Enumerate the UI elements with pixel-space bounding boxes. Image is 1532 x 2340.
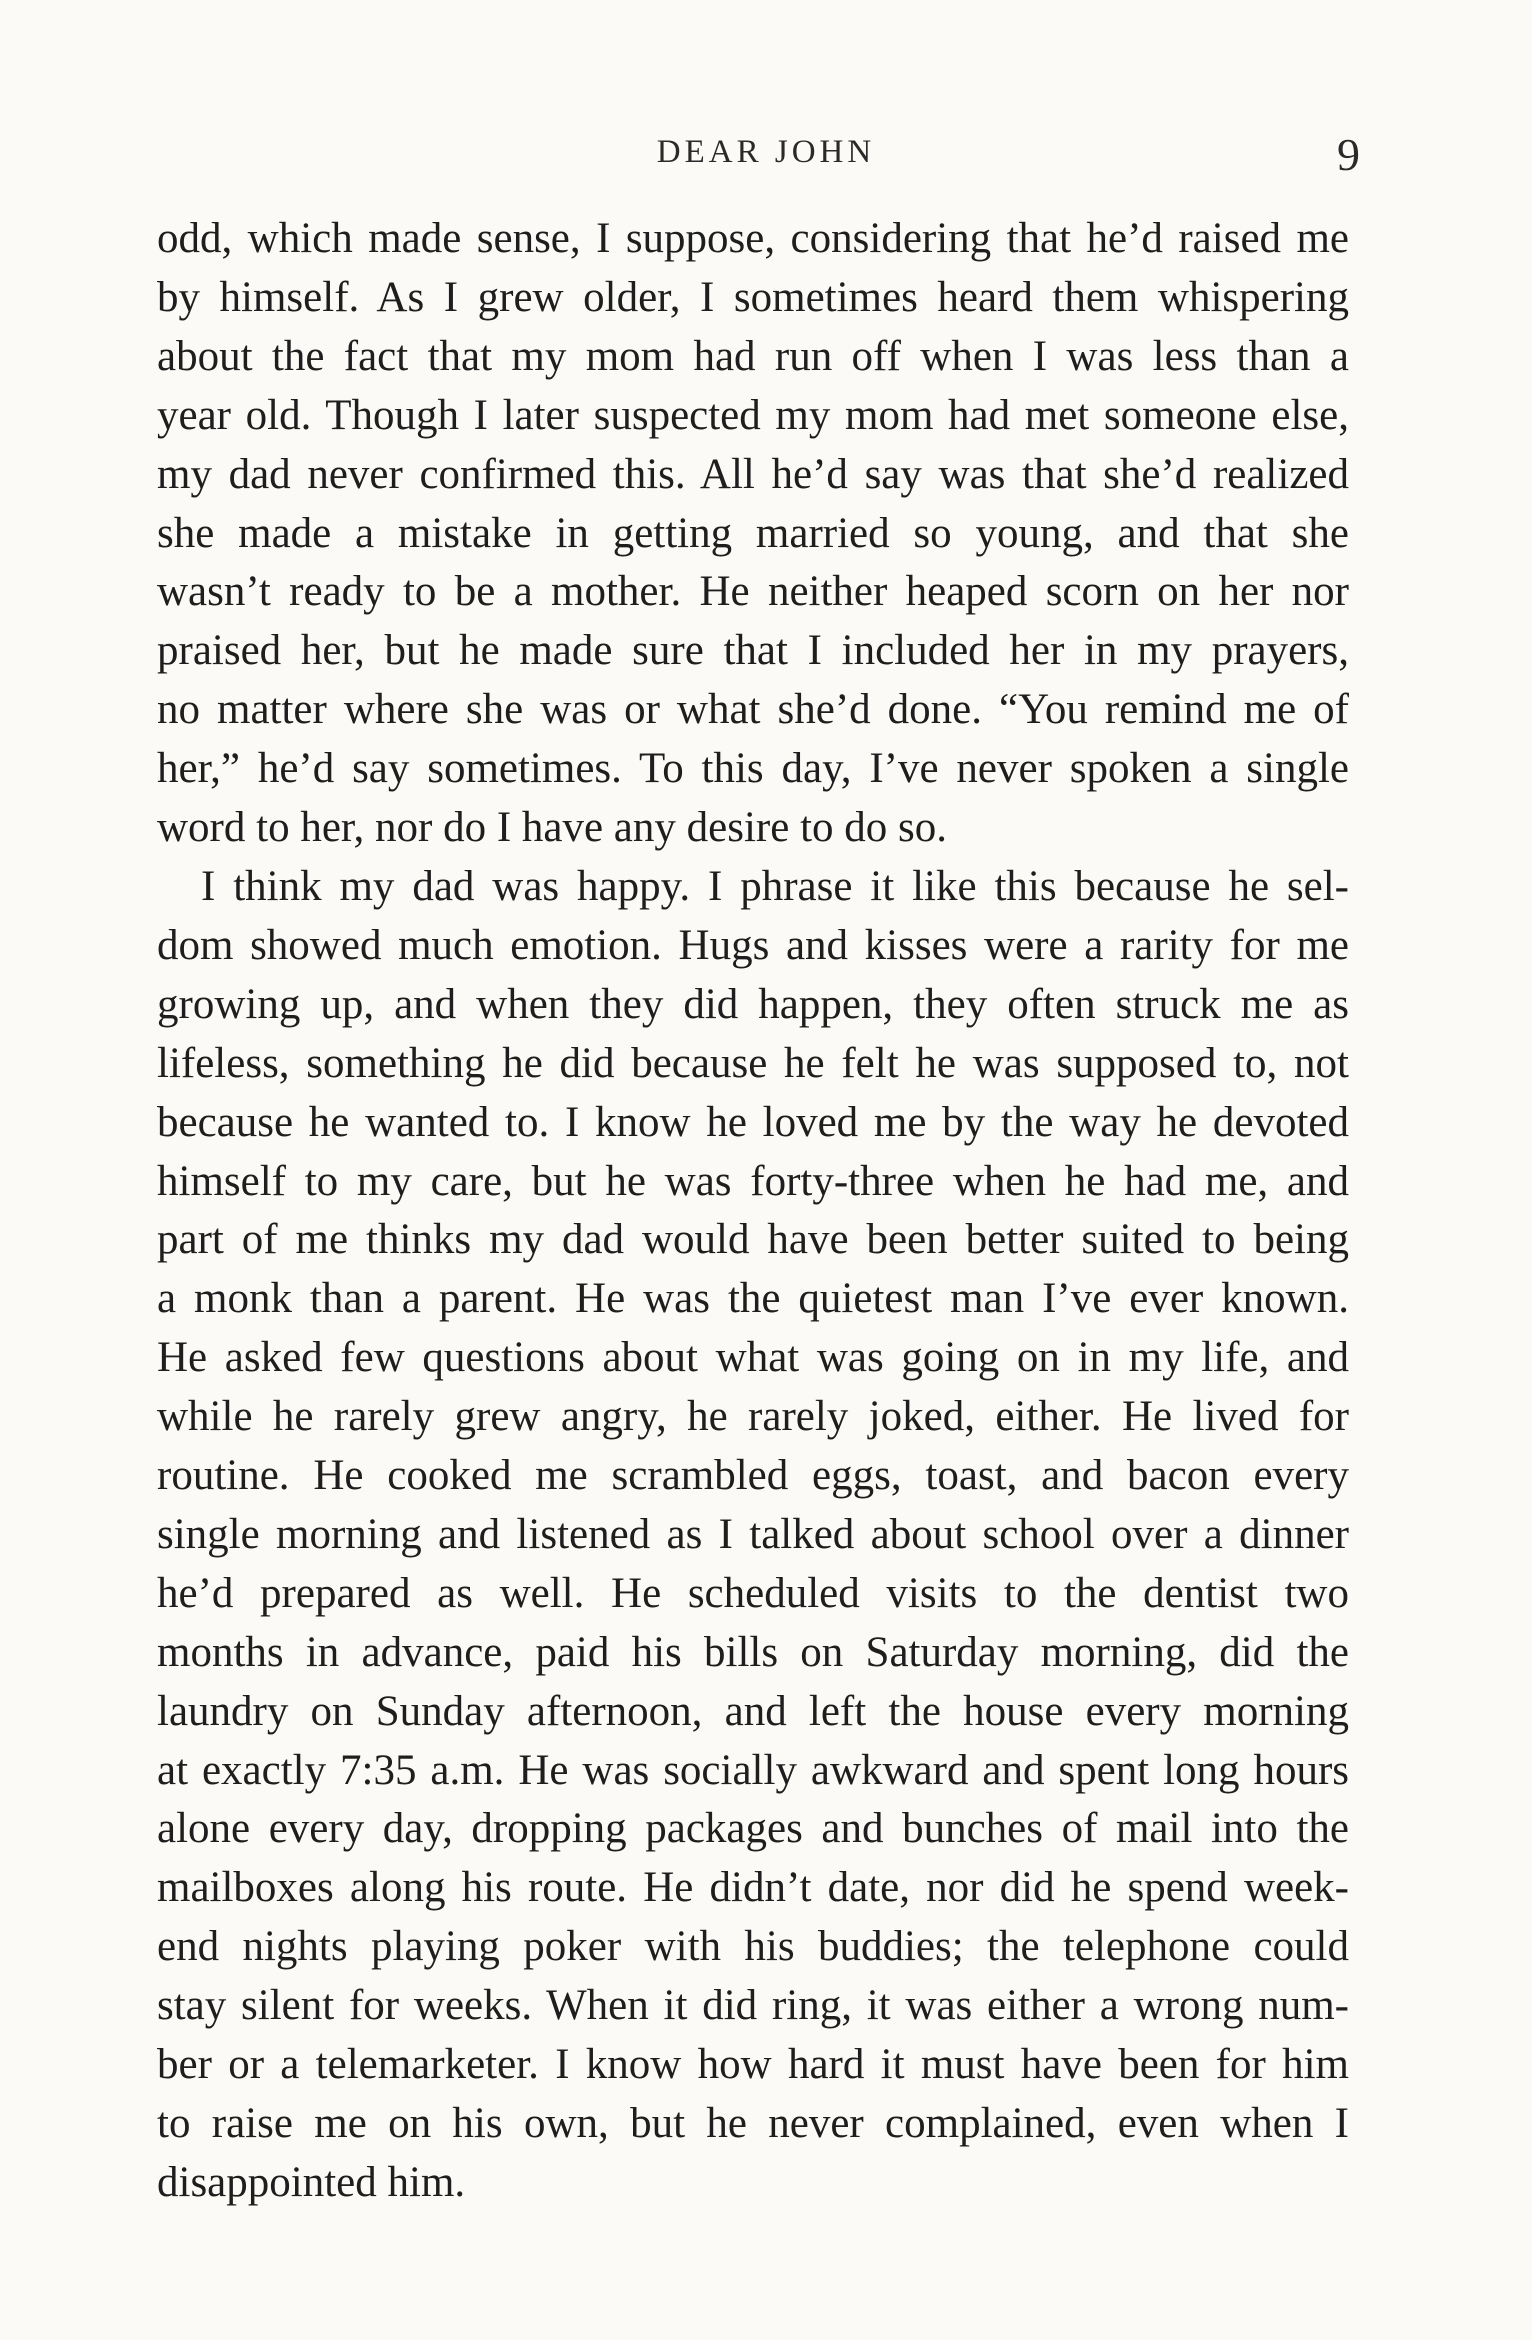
text-line: routine. He cooked me scrambled eggs, toast, and bacon every xyxy=(157,1452,1349,1500)
text-line: himself to my care, but he was forty-three when he had me, and xyxy=(157,1157,1349,1205)
text-line: dom showed much emotion. Hugs and kisses were a rarity for me xyxy=(157,921,1349,969)
text-line: odd, which made sense, I suppose, considering that he’d raised me xyxy=(157,215,1349,262)
text-line: praised her, but he made sure that I included her in my prayers, xyxy=(157,627,1349,675)
text-line: word to her, nor do I have any desire to do so. xyxy=(157,804,947,852)
text-line: laundry on Sunday afternoon, and left the house every morning xyxy=(157,1687,1349,1735)
text-line: about the fact that my mom had run off when I was less than a xyxy=(157,332,1349,380)
text-line: single morning and listened as I talked about school over a dinner xyxy=(157,1510,1349,1558)
book-title: DEAR JOHN xyxy=(656,134,876,170)
text-line: no matter where she was or what she’d done. “You remind me of xyxy=(157,686,1349,734)
running-head xyxy=(0,128,1532,188)
text-line: at exactly 7:35 a.m. He was socially awkward and spent long hours xyxy=(157,1746,1349,1794)
text-line: she made a mistake in getting married so young, and that she xyxy=(157,509,1349,557)
text-line: I think my dad was happy. I phrase it like this because he sel- xyxy=(201,862,1349,910)
text-line: stay silent for weeks. When it did ring, it was either a wrong num- xyxy=(157,1982,1349,2030)
text-line: year old. Though I later suspected my mom had met someone else, xyxy=(157,391,1349,439)
text-line: because he wanted to. I know he loved me by the way he devoted xyxy=(157,1098,1349,1146)
text-line: end nights playing poker with his buddies; the telephone could xyxy=(157,1923,1349,1971)
paragraph-1 xyxy=(157,210,1349,858)
text-line: by himself. As I grew older, I sometimes heard them whispering xyxy=(157,273,1349,321)
text-line: while he rarely grew angry, he rarely joked, either. He lived for xyxy=(157,1393,1349,1441)
text-line: he’d prepared as well. He scheduled visits to the dentist two xyxy=(157,1569,1349,1617)
text-line: part of me thinks my dad would have been better suited to being xyxy=(157,1216,1349,1264)
text-line: months in advance, paid his bills on Saturday morning, did the xyxy=(157,1628,1349,1676)
text-line: ber or a telemarketer. I know how hard it must have been for him xyxy=(157,2041,1349,2089)
text-line: wasn’t ready to be a mother. He neither heaped scorn on her nor xyxy=(157,568,1349,616)
paragraph-2 xyxy=(157,858,1349,2213)
text-line: to raise me on his own, but he never complained, even when I xyxy=(157,2100,1349,2147)
text-line: growing up, and when they did happen, they often struck me as xyxy=(157,980,1349,1028)
text-line: disappointed him. xyxy=(157,2158,466,2206)
text-line: a monk than a parent. He was the quietest man I’ve ever known. xyxy=(157,1275,1349,1323)
text-line: my dad never confirmed this. All he’d say was that she’d realized xyxy=(157,450,1349,498)
text-line: her,” he’d say sometimes. To this day, I’ve never spoken a single xyxy=(157,745,1349,793)
text-line: He asked few questions about what was going on in my life, and xyxy=(157,1334,1349,1382)
page-number: 9 xyxy=(1337,129,1360,180)
text-line: lifeless, something he did because he felt he was supposed to, not xyxy=(157,1039,1349,1087)
body-text xyxy=(157,210,1349,2213)
text-line: alone every day, dropping packages and bunches of mail into the xyxy=(157,1805,1349,1853)
text-line: mailboxes along his route. He didn’t date, nor did he spend week- xyxy=(157,1864,1349,1912)
